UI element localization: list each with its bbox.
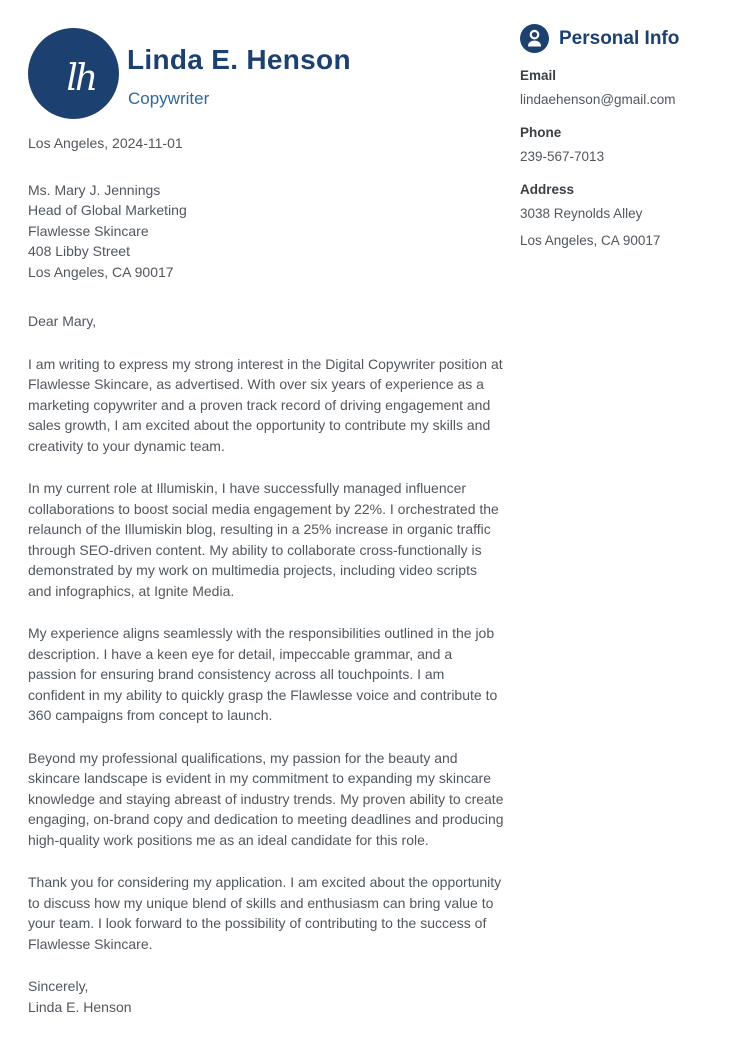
personal-info-field-phone [520, 125, 732, 167]
recipient-line: 408 Libby Street [28, 243, 130, 259]
letter-paragraph: Beyond my professional qualifications, my passion for the beauty and skincare landscape is evident in my commitment to expanding my skincare knowledge and staying abreast of industry trends. My proven ability to create engaging, on-brand copy and dedication to meeting deadlines and producing high-quality work positions me as an ideal candidate for this role. [28, 749, 504, 848]
recipient-line: Ms. Mary J. Jennings [28, 181, 161, 198]
recipient-block [28, 180, 504, 283]
field-value: lindaehenson@gmail.com [520, 92, 676, 107]
job-title: Copywriter [128, 89, 210, 108]
date-line: Los Angeles, 2024-11-01 [28, 135, 183, 151]
personal-info-panel [520, 24, 732, 251]
field-value: 3038 Reynolds Alley [520, 206, 643, 221]
personal-info-heading: Personal Info [559, 27, 680, 49]
letter-paragraph: I am writing to express my strong interest in the Digital Copywriter position at Flawlesse Skincare, as advertised. With over six years of experience as a marketing copywriter and a proven track record of driving engagement and sales growth, I am excited about the opportunity to contribute my skills and creativity to your dynamic team. [28, 355, 503, 454]
field-label: Address [520, 182, 575, 197]
field-label: Email [520, 68, 557, 83]
personal-info-field-address [520, 182, 732, 251]
field-value: Los Angeles, CA 90017 [520, 233, 661, 248]
field-value: 239-567-7013 [520, 149, 605, 164]
person-circle-icon [520, 24, 549, 53]
letter-paragraph: My experience aligns seamlessly with the responsibilities outlined in the job description. I have a keen eye for detail, impeccable grammar, and a passion for ensuring brand consistency across all touchpoints. I am confident in my ability to quickly grasp the Flawlesse voice and contribute to 360 campaigns from concept to launch. [28, 625, 498, 723]
recipient-line: Los Angeles, CA 90017 [28, 263, 174, 280]
avatar [28, 28, 119, 119]
letter-paragraph: Thank you for considering my application. I am excited about the opportunity to discuss how my unique blend of skills and enthusiasm can bring value to your team. I look forward to the possibility of contributing to the success of Flawlesse Skincare. [28, 874, 502, 952]
personal-info-header [520, 24, 732, 53]
letter-paragraph: In my current role at Illumiskin, I have successfully managed influencer collaborations to boost social media engagement by 22%. I orchestrated the relaunch of the Illumiskin blog, resulting in a 25% increase in organic traffic through SEO-driven content. My ability to collaborate cross-functionally is demonstrated by my work on multimedia projects, including video scripts and infographics, at Ignite Media. [28, 480, 499, 599]
page-title: Linda E. Henson [127, 44, 351, 75]
closing-block [28, 976, 504, 1017]
recipient-line: Flawlesse Skincare [28, 222, 149, 239]
closing-salutation: Sincerely, [28, 978, 89, 994]
avatar-initials: lh [66, 57, 96, 99]
field-label: Phone [520, 125, 562, 140]
personal-info-field-email [520, 68, 732, 110]
recipient-line: Head of Global Marketing [28, 202, 187, 218]
salutation: Dear Mary, [28, 313, 97, 329]
cover-letter-body [28, 133, 504, 1017]
signature-name: Linda E. Henson [28, 998, 132, 1015]
